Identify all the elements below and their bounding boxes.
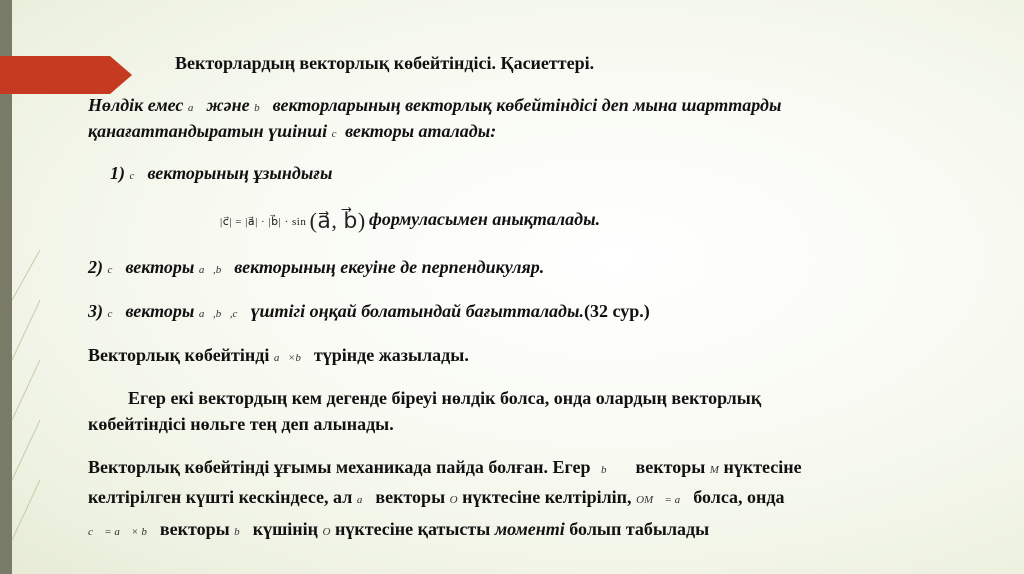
item-1-number: 1) xyxy=(110,163,125,183)
notation-text-2: түрінде жазылады. xyxy=(313,345,469,365)
moment-word: моменті xyxy=(494,519,565,539)
cross-notation: a⃗×b⃗ xyxy=(273,352,310,364)
vector-b: b⃗ xyxy=(600,464,616,476)
item-3-text-2: үштігі оңқай болатындай бағытталады. xyxy=(250,301,584,321)
intro-line-1 xyxy=(88,94,781,119)
vector-c: c⃗ xyxy=(107,308,121,320)
formula-argument: (a⃗, b⃗) xyxy=(309,208,366,233)
notation-text-1: Векторлық көбейтінді xyxy=(88,345,270,365)
vector-a: a⃗ xyxy=(187,102,202,114)
intro-line-2 xyxy=(88,120,496,145)
vector-c: c⃗ xyxy=(331,128,346,140)
mech-text-10: нүктесіне қатысты xyxy=(334,519,491,539)
formula-caption: формуласымен анықталады. xyxy=(368,209,601,229)
item-2-number: 2) xyxy=(88,257,103,277)
intro-text-2: векторларының векторлық көбейтіндісі деп мына шарттарды xyxy=(272,95,782,115)
point-o: O xyxy=(322,526,331,538)
point-m: M xyxy=(709,464,719,476)
vector-b: b⃗ xyxy=(234,526,249,538)
mech-text-7: болса, онда xyxy=(693,487,785,507)
mech-text-3: нүктесіне xyxy=(723,457,802,477)
intro-text-4: векторы аталады: xyxy=(345,121,497,141)
mechanics-line-2 xyxy=(88,486,785,511)
intro-text: Нөлдік емес xyxy=(88,95,184,115)
om-equals-a: OM⃗ = a⃗ xyxy=(636,494,689,506)
mech-text-5: векторы xyxy=(375,487,446,507)
vectors-abc: a⃗,b⃗,c⃗ xyxy=(198,308,246,320)
item-2-text-1: векторы xyxy=(125,257,195,277)
mech-text-2: векторы xyxy=(635,457,706,477)
page-title: Векторлардың векторлық көбейтіндісі. Қасиеттері. xyxy=(175,53,595,73)
c-equals-a-cross-b: c⃗ = a⃗ × b⃗ xyxy=(88,526,156,538)
item-2 xyxy=(88,256,544,281)
zero-line-1: Егер екі вектордың кем дегенде біреуі нөлдік болса, онда олардың векторлық xyxy=(128,388,762,408)
mechanics-line-1 xyxy=(88,456,802,481)
zero-line-2: көбейтіндісі нөльге тең деп алынады. xyxy=(88,414,394,434)
vectors-ab: a⃗,b⃗ xyxy=(198,264,230,276)
notation-line xyxy=(88,344,469,369)
vector-c: c⃗ xyxy=(107,264,121,276)
vector-b: b⃗ xyxy=(254,102,269,114)
item-3 xyxy=(88,300,650,325)
mech-text-9: күшінің xyxy=(252,519,319,539)
vector-c: c⃗ xyxy=(129,170,143,182)
item-3-text-1: векторы xyxy=(125,301,195,321)
item-3-number: 3) xyxy=(88,301,103,321)
mech-text-1: Векторлық көбейтінді ұғымы механикада пайда болған. Егер xyxy=(88,457,591,477)
point-o: O xyxy=(449,494,458,506)
figure-reference: (32 сур.) xyxy=(583,301,650,321)
formula-line xyxy=(220,208,600,233)
mech-text-11: болып табылады xyxy=(569,519,710,539)
item-2-text-2: векторының екеуіне де перпендикуляр. xyxy=(234,257,545,277)
formula-expression: |c⃗| = |a⃗| · |b⃗| · sin xyxy=(220,216,307,228)
title-arrow xyxy=(0,56,132,94)
intro-text-3: қанағаттандыратын үшінші xyxy=(88,121,328,141)
vector-a: a⃗ xyxy=(356,494,371,506)
item-1-text: векторының ұзындығы xyxy=(147,163,333,183)
mechanics-line-3 xyxy=(88,518,709,543)
cross-product-formula xyxy=(220,208,369,233)
mech-text-8: векторы xyxy=(159,519,230,539)
item-1 xyxy=(110,162,332,187)
mech-text-4: келтірілген күшті кескіндесе, ал xyxy=(88,487,353,507)
intro-and: және xyxy=(206,95,250,115)
mech-text-6: нүктесіне келтіріліп, xyxy=(462,487,632,507)
